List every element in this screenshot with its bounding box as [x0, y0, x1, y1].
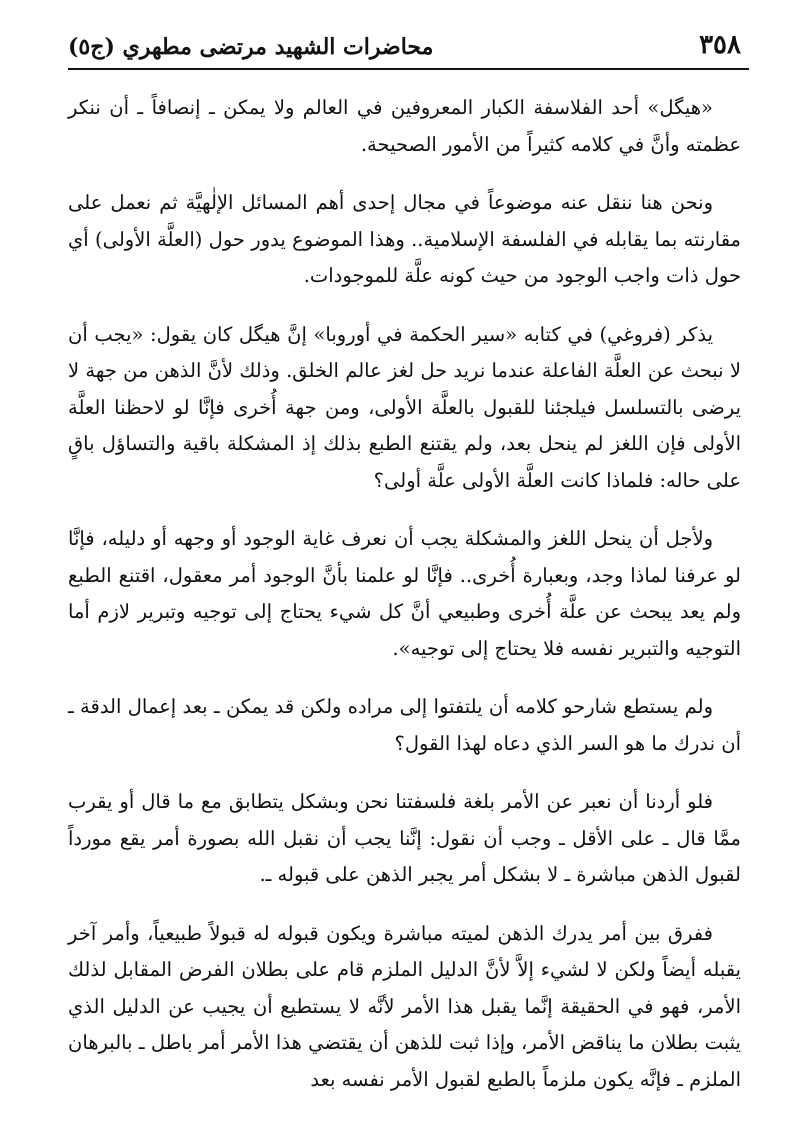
paragraph: فلو أردنا أن نعبر عن الأمر بلغة فلسفتنا نحن وبشكل يتطابق مع ما قال أو يقرب ممَّا قال ـ على الأقل ـ وجب أن نقول: إنَّنا يجب أن نقبل الله بصورة أمر يقع مورداً لقبول الذهن مباشرة ـ لا بشكل أمر يجبر الذهن على قبوله ـ.: [68, 790, 741, 886]
paragraph: ولم يستطع شارحو كلامه أن يلتفتوا إلى مراده ولكن قد يمكن ـ بعد إعمال الدقة ـ أن ندرك ما هو السر الذي دعاه لهذا القول؟: [68, 695, 741, 755]
paragraph: يذكر (فروغي) في كتابه «سير الحكمة في أوروبا» إنَّ هيگل كان يقول: «يجب أن لا نبحث عن العلَّة الفاعلة عندما نريد حل لغز عالم الخلق. وذلك لأنَّ الذهن من جهة لا يرضى بالتسلسل فيلجئنا للقبول بالعلَّة الأولى، ومن جهة أُخرى فإنَّا لو لاحظنا العلَّة الأولى فإن اللغز لم ينحل بعد، ولم يقتنع الطبع بذلك إذ المشكلة باقية والتساؤل باقٍ على حاله: فلماذا كانت العلَّة الأولى علَّة أولى؟: [68, 322, 741, 492]
running-title: محاضرات الشهيد مرتضى مطهري (ج٥): [68, 34, 434, 60]
paragraph: «هيگل» أحد الفلاسفة الكبار المعروفين في العالم ولا يمكن ـ إنصافاً ـ أن ننكر عظمته وأنَّ في كلامه كثيراً من الأمور الصحيحة.: [68, 96, 741, 156]
paragraph: ونحن هنا ننقل عنه موضوعاً في مجال إحدى أهم المسائل الإلٰهيَّة ثم نعمل على مقارنته بما يقابله في الفلسفة الإسلامية.. وهذا الموضوع يدور حول (العلَّة الأولى) أي حول ذات واجب الوجود من حيث كونه علَّة للموجودات.: [68, 191, 741, 287]
page-number: ٣٥٨: [699, 30, 741, 60]
paragraph: ففرق بين أمر يدرك الذهن لميته مباشرة ويكون قبوله له قبولاً طبيعياً، وأمر آخر يقبله أيضاً ولكن لا لشيء إلاَّ لأنَّ الدليل الملزم قام على بطلان الفرض المقابل لذلك الأمر، فهو في الحقيقة إنَّما يقبل هذا الأمر لأنَّه لا يستطيع أن يجيب عن الدليل الذي يثبت بطلان ما يناقض الأمر، وإذا ثبت للذهن أن يقتضي هذا الأمر أمر باطل ـ بالبرهان الملزم ـ فإنَّه يكون ملزماً بالطبع لقبول الأمر نفسه بعد: [68, 921, 741, 1091]
page-header: [68, 26, 749, 70]
body-text: [68, 90, 741, 1120]
paragraph: ولأجل أن ينحل اللغز والمشكلة يجب أن نعرف غاية الوجود أو وجهه أو دليله، فإنَّا لو عرفنا لماذا وجد، وبعبارة أُخرى.. فإنَّا لو علمنا بأنَّ الوجود أمر معقول، اقتنع الطبع ولم يعد يبحث عن علَّة أُخرى وطبيعي أنَّ كل شيء يحتاج إلى توجيه وتبرير لازم أما التوجيه والتبرير نفسه فلا يحتاج إلى توجيه».: [68, 527, 741, 660]
